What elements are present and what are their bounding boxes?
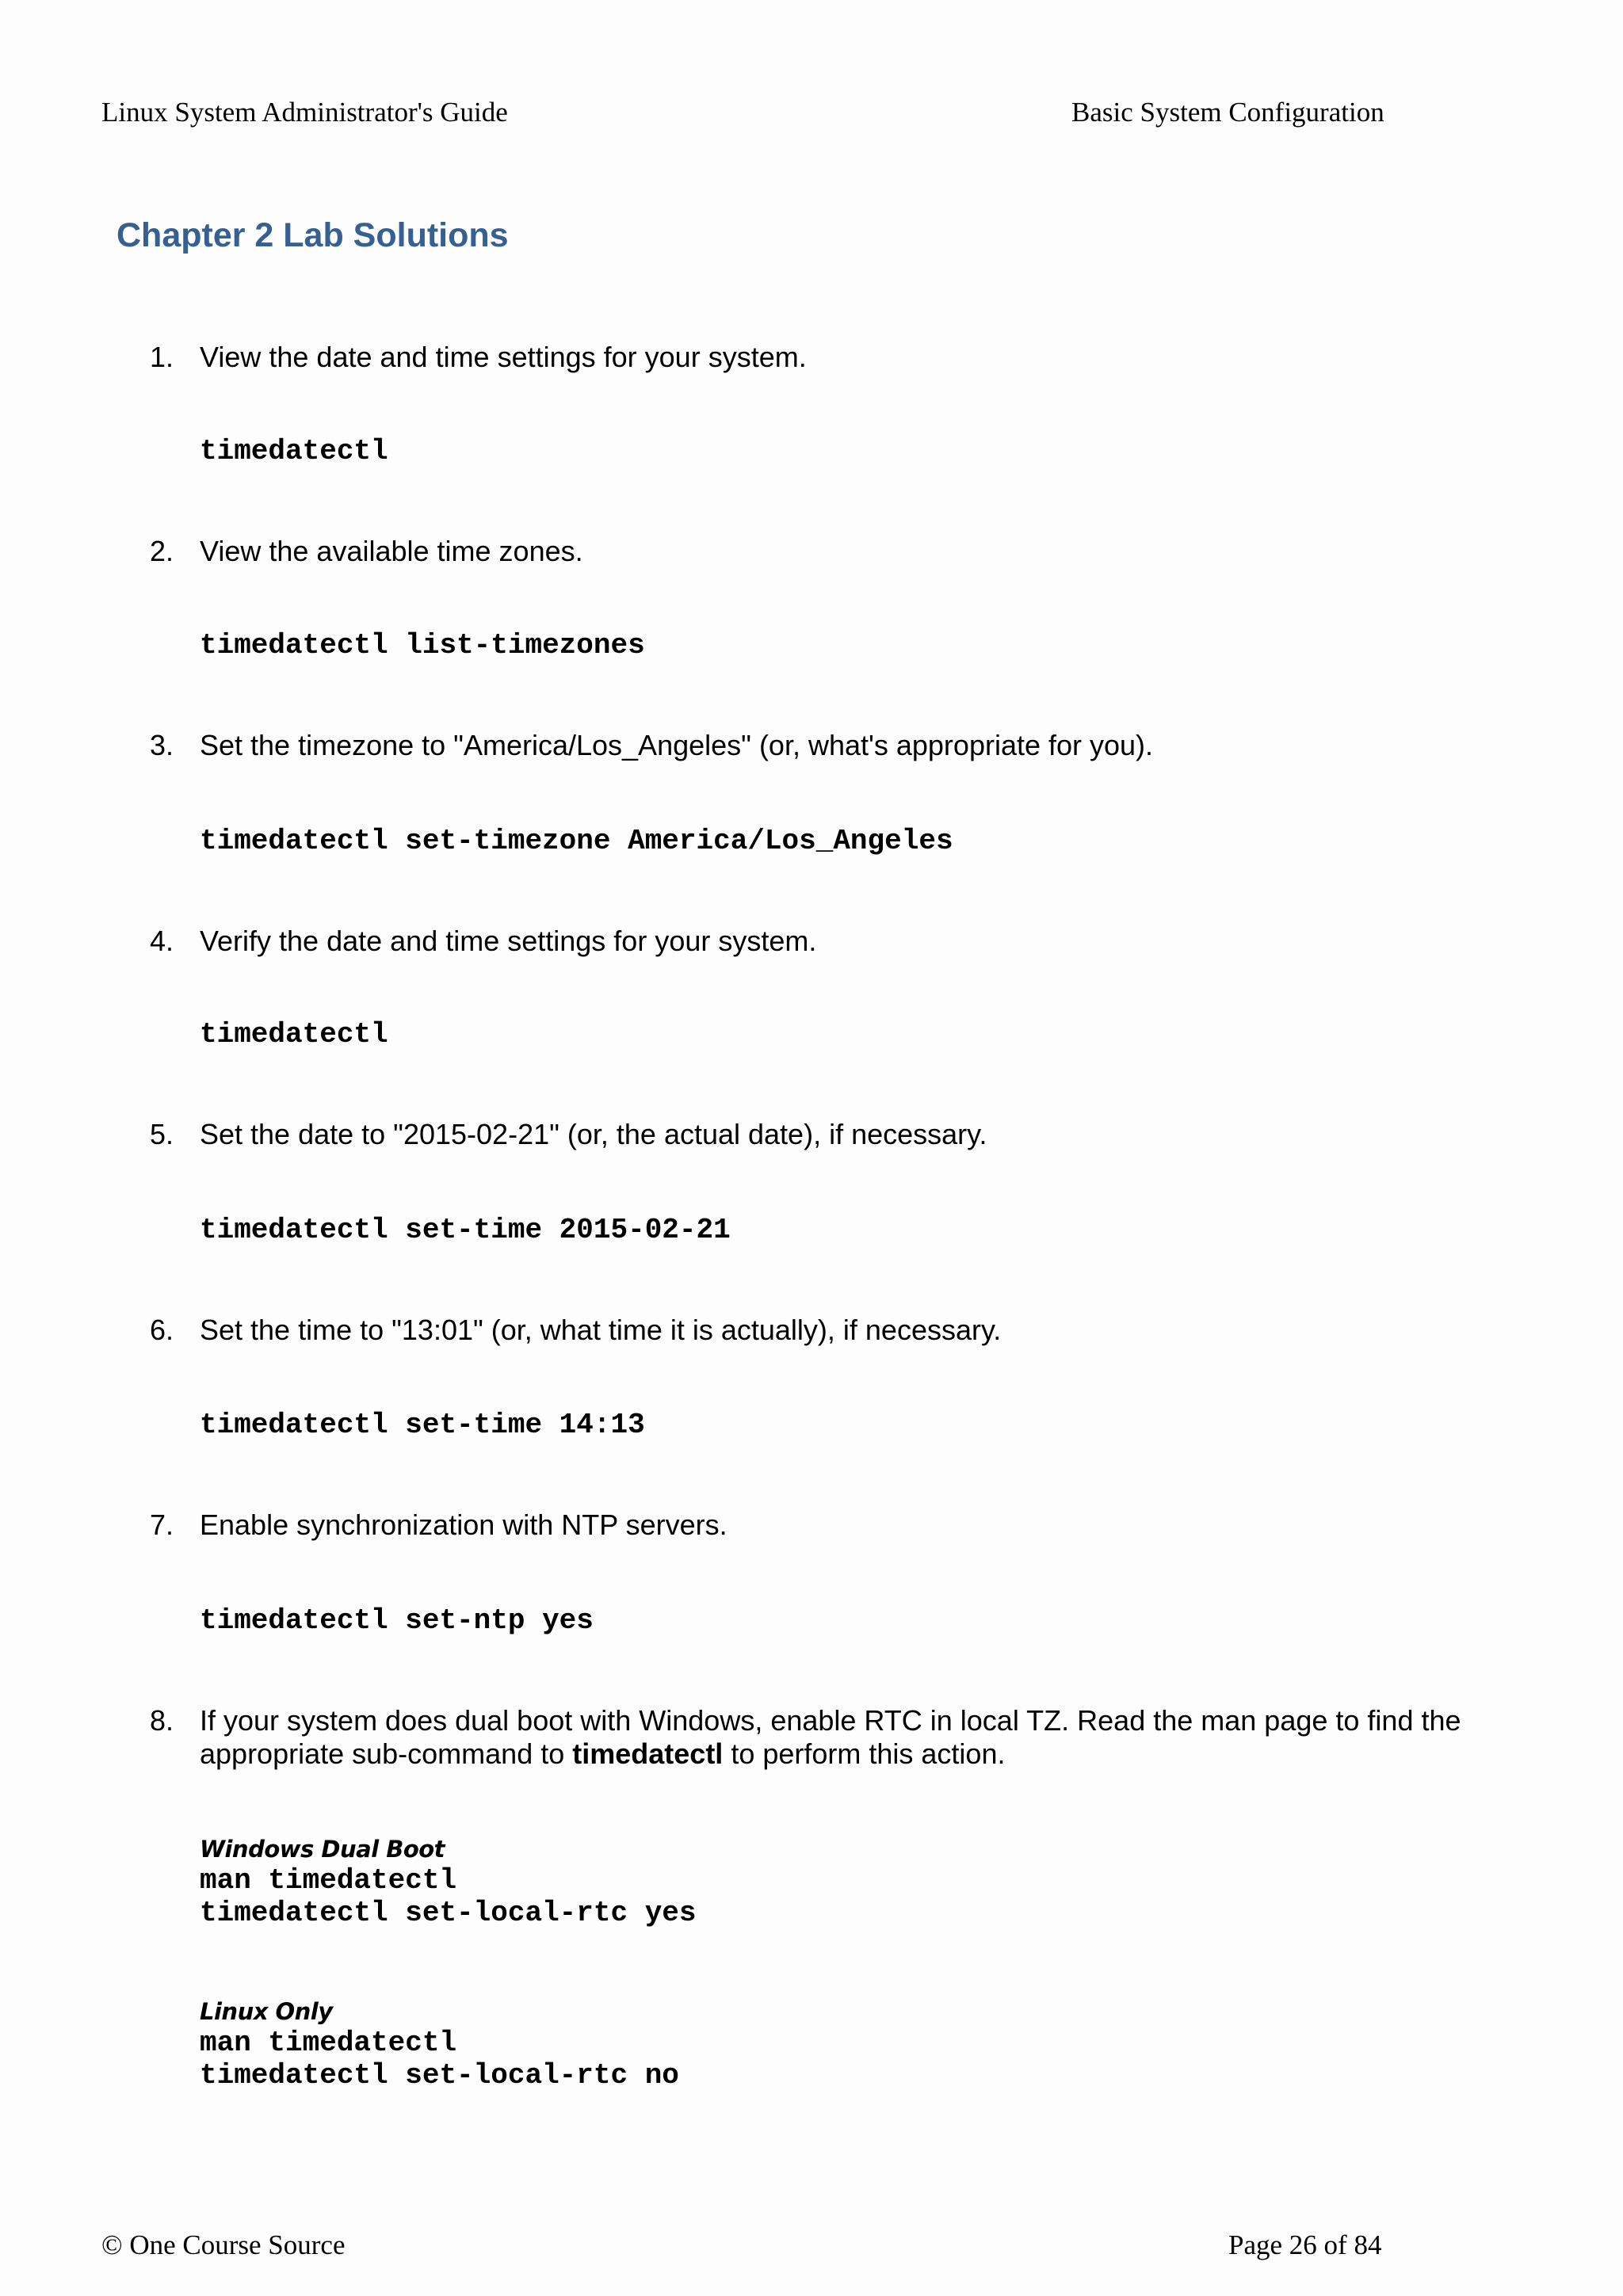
header-section-title: Basic System Configuration — [1071, 97, 1384, 128]
step-text-part: to perform this action. — [723, 1737, 1006, 1770]
step-text: Set the timezone to "America/Los_Angeles" (or, what's appropriate for you). — [200, 729, 1154, 761]
page-title: Chapter 2 Lab Solutions — [116, 216, 509, 254]
step-number: 5. — [150, 1118, 174, 1150]
option-command: man timedatectl — [200, 1864, 457, 1897]
footer-copyright: © One Course Source — [101, 2229, 346, 2260]
step-text: Enable synchronization with NTP servers. — [200, 1508, 727, 1541]
step-number: 3. — [150, 729, 174, 761]
option-command: timedatectl set-local-rtc yes — [200, 1897, 697, 1929]
step-command: timedatectl — [200, 435, 388, 467]
step-text: Set the date to "2015-02-21" (or, the actual date), if necessary. — [200, 1118, 987, 1150]
step-command: timedatectl set-ntp yes — [200, 1604, 594, 1637]
step-number: 6. — [150, 1314, 174, 1346]
step-command: timedatectl set-time 14:13 — [200, 1409, 645, 1441]
option-label-linux: Linux Only — [200, 1998, 333, 2025]
step-number: 2. — [150, 535, 174, 567]
step-text — [200, 1704, 1484, 1771]
step-text: Verify the date and time settings for your system. — [200, 925, 817, 957]
step-text: Set the time to "13:01" (or, what time it is actually), if necessary. — [200, 1314, 1002, 1346]
option-command: man timedatectl — [200, 2027, 457, 2059]
step-number: 4. — [150, 925, 174, 957]
option-label-windows: Windows Dual Boot — [200, 1836, 445, 1863]
step-text: View the available time zones. — [200, 535, 583, 567]
step-command: timedatectl set-timezone America/Los_Angeles — [200, 825, 953, 857]
step-text-bold-command: timedatectl — [572, 1737, 724, 1770]
step-command: timedatectl — [200, 1018, 388, 1051]
step-text-part: If your system does dual boot with Windows, enable RTC in local TZ. Read the man page to find the appropriate sub-command to — [200, 1704, 1461, 1770]
option-command: timedatectl set-local-rtc no — [200, 2059, 679, 2092]
step-command: timedatectl set-time 2015-02-21 — [200, 1214, 731, 1246]
header-book-title: Linux System Administrator's Guide — [101, 97, 508, 128]
step-command: timedatectl list-timezones — [200, 629, 645, 662]
footer-page-number: Page 26 of 84 — [1228, 2229, 1382, 2260]
step-number: 1. — [150, 341, 174, 373]
step-text: View the date and time settings for your system. — [200, 341, 807, 373]
step-number: 8. — [150, 1704, 174, 1737]
step-number: 7. — [150, 1508, 174, 1541]
